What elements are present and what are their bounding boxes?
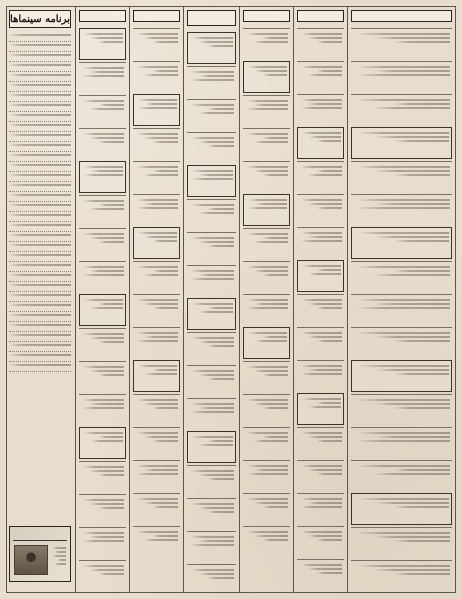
ad-block: [187, 398, 236, 429]
ad-block: [351, 560, 452, 591]
cinema-item: [9, 224, 71, 232]
ad-block: [79, 527, 126, 558]
ad-block: [79, 461, 126, 492]
cinema-item: [9, 174, 71, 182]
column-ads-list: [240, 24, 293, 557]
column-header: [133, 10, 180, 22]
ad-block: [297, 526, 344, 557]
ad-block: [297, 460, 344, 491]
ad-block: [243, 128, 290, 159]
ad-block: [133, 327, 180, 358]
ad-block: [79, 261, 126, 292]
ad-box: [243, 194, 290, 226]
ad-block: [351, 394, 452, 425]
cinema-item: [9, 104, 71, 112]
ad-box: [351, 493, 452, 525]
column-ads-list: [76, 24, 129, 591]
ad-block: [187, 465, 236, 496]
cinema-item: [9, 344, 71, 352]
cinema-item: [9, 84, 71, 92]
cinema-item: [9, 294, 71, 302]
ad-block: [187, 132, 236, 163]
ad-block: [297, 194, 344, 225]
cinema-item: [9, 244, 71, 252]
column-ads-list: [184, 28, 239, 592]
ad-block: [133, 261, 180, 292]
cinema-item: [9, 64, 71, 72]
column-3: [239, 7, 293, 592]
ad-box: [187, 431, 236, 463]
ad-block: [133, 128, 180, 159]
column-6: [75, 7, 129, 592]
ad-box: [243, 327, 290, 359]
ad-block: [297, 161, 344, 192]
ad-block: [297, 227, 344, 258]
cinema-item: [9, 114, 71, 122]
cinema-item: [9, 354, 71, 362]
cinema-item: [9, 304, 71, 312]
ad-block: [243, 493, 290, 524]
cinema-item: [9, 254, 71, 262]
ad-block: [351, 527, 452, 558]
bottom-box-text: [52, 545, 66, 577]
ad-block: [351, 194, 452, 225]
ad-block: [133, 526, 180, 557]
ad-block: [297, 559, 344, 590]
column-ads-list: [348, 24, 455, 591]
ad-block: [351, 460, 452, 491]
column-4: [183, 7, 239, 592]
ad-box: [79, 427, 126, 459]
cinema-item: [9, 74, 71, 82]
ad-block: [79, 62, 126, 93]
ad-block: [133, 61, 180, 92]
cinema-item: [9, 184, 71, 192]
classified-columns: [6, 6, 456, 593]
cinema-item: [9, 134, 71, 142]
cinema-item: [9, 214, 71, 222]
cinema-item: [9, 274, 71, 282]
column-1: [347, 7, 455, 592]
cinema-item: [9, 34, 71, 42]
ad-box: [133, 227, 180, 259]
cinema-item: [9, 44, 71, 52]
ad-block: [243, 526, 290, 557]
ad-block: [133, 161, 180, 192]
ad-block: [297, 327, 344, 358]
ad-block: [79, 361, 126, 392]
ad-box: [187, 165, 236, 197]
cinema-item: [9, 164, 71, 172]
bottom-box-label: [13, 530, 67, 541]
cinema-list: [5, 30, 75, 376]
ad-box: [133, 360, 180, 392]
ad-block: [187, 199, 236, 230]
column-header: [351, 10, 452, 22]
ad-box: [187, 32, 236, 64]
ad-block: [243, 460, 290, 491]
ad-box: [79, 294, 126, 326]
cinema-item: [9, 94, 71, 102]
ad-block: [79, 95, 126, 126]
ad-block: [187, 365, 236, 396]
ad-block: [297, 294, 344, 325]
cinema-item: [9, 334, 71, 342]
ad-block: [351, 327, 452, 358]
ad-block: [351, 61, 452, 92]
cinema-item: [9, 144, 71, 152]
cinema-item: [9, 284, 71, 292]
ad-block: [351, 161, 452, 192]
ad-block: [187, 99, 236, 130]
ad-box: [351, 360, 452, 392]
ad-block: [243, 361, 290, 392]
ad-block: [351, 28, 452, 59]
cinema-item: [9, 154, 71, 162]
cinema-item: [9, 324, 71, 332]
ad-block: [133, 194, 180, 225]
ad-block: [351, 427, 452, 458]
ad-box: [297, 260, 344, 292]
ad-block: [133, 28, 180, 59]
advertisement-image: [14, 545, 48, 575]
cinema-item: [9, 234, 71, 242]
cinema-item: [9, 264, 71, 272]
ad-block: [79, 560, 126, 591]
ad-box: [297, 393, 344, 425]
cinema-item: [9, 194, 71, 202]
cinema-item: [9, 204, 71, 212]
ad-box: [187, 298, 236, 330]
ad-block: [351, 261, 452, 292]
ad-box: [79, 161, 126, 193]
ad-block: [297, 28, 344, 59]
cinema-item: [9, 364, 71, 372]
ad-box: [79, 28, 126, 60]
cinema-item: [9, 54, 71, 62]
ad-block: [243, 161, 290, 192]
column-header: [187, 10, 236, 26]
ad-block: [79, 128, 126, 159]
ad-block: [133, 493, 180, 524]
column-header: [297, 10, 344, 22]
ad-block: [133, 427, 180, 458]
ad-block: [79, 328, 126, 359]
ad-block: [187, 232, 236, 263]
ad-block: [133, 394, 180, 425]
cinema-item: [9, 124, 71, 132]
ad-block: [297, 61, 344, 92]
cinema-section-title: برنامه سینماها: [9, 10, 71, 28]
ad-block: [79, 394, 126, 425]
ad-block: [133, 460, 180, 491]
column-header: [243, 10, 290, 22]
column-5: [129, 7, 183, 592]
ad-block: [243, 28, 290, 59]
ad-box: [351, 227, 452, 259]
ad-block: [79, 228, 126, 259]
ad-block: [243, 394, 290, 425]
column-header: [79, 10, 126, 22]
ad-box: [297, 127, 344, 159]
ad-block: [351, 94, 452, 125]
ad-block: [243, 427, 290, 458]
ad-box: [351, 127, 452, 159]
ad-block: [187, 498, 236, 529]
ad-block: [243, 228, 290, 259]
cinema-item: [9, 314, 71, 322]
ad-block: [187, 332, 236, 363]
ad-block: [187, 265, 236, 296]
ad-block: [243, 261, 290, 292]
ad-block: [187, 531, 236, 562]
bottom-advertisement-box: [9, 526, 71, 582]
ad-block: [243, 294, 290, 325]
ad-box: [133, 94, 180, 126]
ad-block: [187, 66, 236, 97]
ad-block: [297, 427, 344, 458]
ad-block: [79, 195, 126, 226]
ad-box: [243, 61, 290, 93]
ad-block: [133, 294, 180, 325]
ad-block: [351, 294, 452, 325]
column-2: [293, 7, 347, 592]
ad-block: [297, 94, 344, 125]
column-ads-list: [294, 24, 347, 590]
column-ads-list: [130, 24, 183, 557]
ad-block: [187, 564, 236, 592]
ad-block: [297, 493, 344, 524]
ad-block: [297, 360, 344, 391]
ad-block: [79, 494, 126, 525]
column-7-cinema: [5, 7, 75, 592]
ad-block: [243, 95, 290, 126]
